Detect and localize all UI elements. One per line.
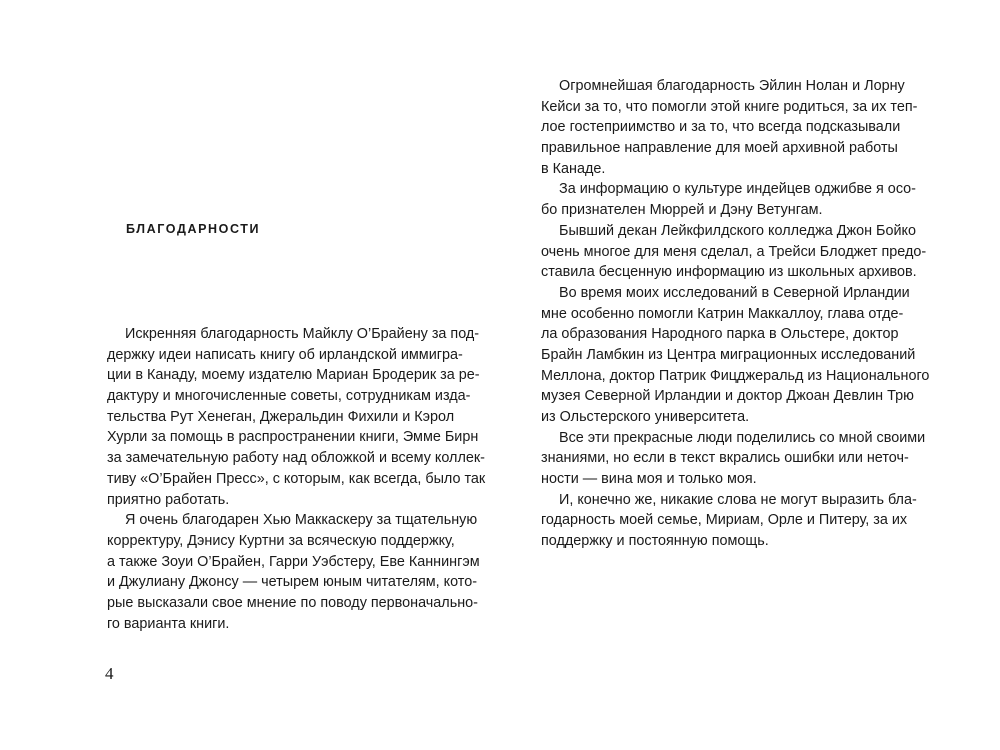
text-line: дактуру и многочисленные советы, сотрудникам изда- — [107, 388, 471, 405]
text-line: бо признателен Мюррей и Дэну Ветунгам. — [541, 202, 823, 219]
text-line: Бывший декан Лейкфилдского колледжа Джон Бойко — [559, 222, 916, 239]
text-line: За информацию о культуре индейцев оджибве я осо- — [559, 181, 916, 198]
text-line: Кейси за то, что помогли этой книге родиться, за их теп- — [541, 98, 918, 115]
text-line: Хурли за помощь в распространении книги, Эмме Бирн — [107, 429, 479, 446]
text-line: тиву «О’Брайен Пресс», с которым, как всегда, было так — [107, 470, 486, 487]
text-line: Все эти прекрасные люди поделились со мной своими — [559, 429, 926, 446]
right-page — [500, 0, 1000, 750]
text-line: а также Зоуи О’Брайен, Гарри Уэбстеру, Еве Каннингэм — [107, 553, 480, 570]
text-line: лое гостеприимство и за то, что всегда подсказывали — [541, 119, 901, 136]
text-line: и Джулиану Джонсу — четырем юным читателям, кото- — [107, 574, 478, 591]
text-line: очень многое для меня сделал, а Трейси Блоджет предо- — [541, 243, 927, 260]
text-line: ции в Канаду, моему издателю Мариан Бродерик за ре- — [107, 367, 480, 384]
text-line: ности — вина моя и только моя. — [541, 471, 757, 488]
text-line: поддержку и постоянную помощь. — [541, 533, 769, 550]
text-line: рые высказали свое мнение по поводу первоначально- — [107, 594, 478, 611]
right-page-text — [541, 76, 930, 552]
text-line: в Канаде. — [541, 160, 606, 177]
text-line: годарность моей семье, Мириам, Орле и Питеру, за их — [541, 512, 908, 529]
text-line: Я очень благодарен Хью Маккаскеру за тщательную — [125, 512, 478, 529]
left-page-text — [107, 324, 486, 634]
text-line: тельства Рут Хенеган, Джеральдин Фихили и Кэрол — [107, 408, 455, 425]
text-line: ла образования Народного парка в Ольстере, доктор — [541, 326, 899, 343]
text-line: приятно работать. — [107, 491, 230, 508]
text-line: музея Северной Ирландии и доктор Джоан Девлин Трю — [541, 388, 914, 405]
text-line: мне особенно помогли Катрин Маккаллоу, глава отде- — [541, 305, 904, 322]
text-line: Брайн Ламбкин из Центра миграционных исследований — [541, 346, 916, 363]
text-line: правильное направление для моей архивной работы — [541, 140, 898, 157]
text-line: И, конечно же, никакие слова не могут выразить бла- — [559, 491, 917, 508]
text-line: Меллона, доктор Патрик Фицджеральд из Национального — [541, 367, 930, 384]
text-line: го варианта книги. — [107, 615, 230, 632]
text-line: знаниями, но если в текст вкрались ошибки или неточ- — [541, 450, 909, 467]
text-line: Огромнейшая благодарность Эйлин Нолан и Лорну — [559, 78, 905, 94]
text-line: Во время моих исследований в Северной Ирландии — [559, 284, 910, 301]
text-line: из Ольстерского университета. — [541, 409, 750, 425]
page-number: 4 — [105, 664, 114, 683]
text-line: корректуру, Дэнису Куртни за всяческую поддержку, — [107, 532, 455, 549]
page-heading: БЛАГОДАРНОСТИ — [126, 222, 261, 236]
text-line: ставила бесценную информацию из школьных архивов. — [541, 264, 917, 281]
text-line: держку идеи написать книгу об ирландской иммигра- — [107, 346, 463, 363]
text-line: Искренняя благодарность Майклу О’Брайену за под- — [125, 326, 480, 342]
text-line: за замечательную работу над обложкой и всему коллек- — [107, 450, 485, 467]
